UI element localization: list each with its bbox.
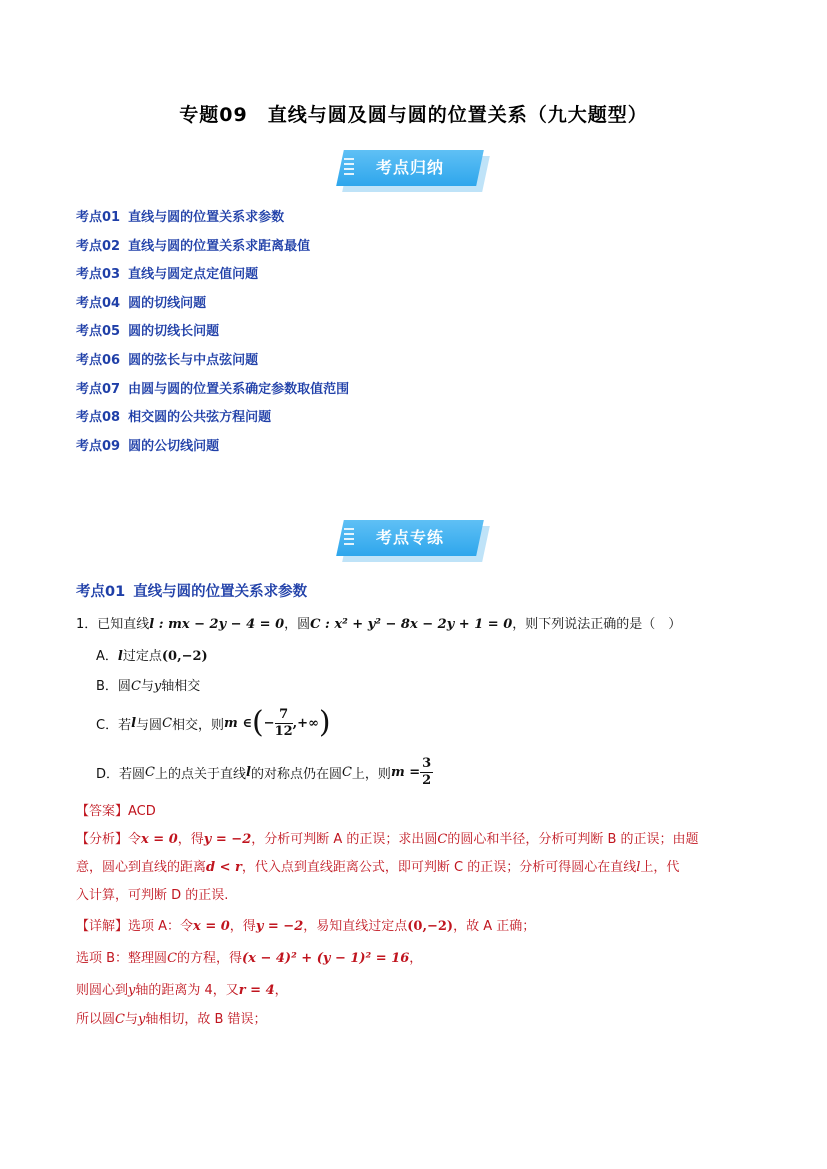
topic-text: 直线与圆的位置关系求参数 [128,210,285,225]
page-title: 专题09 直线与圆及圆与圆的位置关系（九大题型） [179,104,648,126]
fraction-numerator: 7 [275,707,293,724]
detail-text: 与 [124,1012,138,1027]
option-c [96,703,331,743]
topic-code: 考点03 [76,267,121,283]
topic-item [76,294,349,323]
banner-kaodian-guina [340,150,488,194]
math-var: C [167,951,178,966]
detail-text: 选项 B：整理圆 [76,951,168,966]
answer-label: 【答案】 [76,804,129,819]
stem-text: 已知直线 [97,617,150,632]
detail-label: 【详解】 [76,919,129,934]
fraction [420,756,433,789]
detail-line-1 [76,915,535,934]
section-code: 考点01 [76,584,126,600]
detail-text: ，得 [229,919,256,934]
topic-text: 圆的公切线问题 [128,438,220,454]
topic-code: 考点09 [76,438,121,454]
topic-text: 直线与圆的位置关系求距离最值 [128,238,311,254]
banner-label: 考点专练 [375,528,444,547]
banner-kaodian-zhuanlian [340,520,488,564]
math-expr: (x − 4)² + (y − 1)² = 16 [242,951,410,966]
section-text: 直线与圆的位置关系求参数 [133,584,308,600]
left-paren: ( [251,705,264,740]
topic-code: 考点02 [76,238,121,254]
topic-text: 由圆与圆的位置关系确定参数取值范围 [128,381,350,397]
topic-code: 考点08 [76,410,121,426]
math-var: C [115,1012,125,1027]
math-var: C [437,832,448,847]
analysis-label: 【分析】 [76,832,129,847]
detail-text: ， [409,951,423,966]
circle-equation: C : x² + y² − 8x − 2y + 1 = 0 [310,617,513,632]
analysis-text: ，分析可判断 A 的正误；求出圆 [251,832,438,847]
detail-line-3 [76,979,288,998]
topic-text: 圆的切线问题 [128,295,207,311]
option-text: 若 [118,717,132,733]
option-text: 上的点关于直线 [154,766,246,782]
analysis-text: 令 [128,832,142,847]
detail-text: ，易知直线过定点 [303,919,408,934]
math-expr: x = 0 [193,919,230,934]
option-text: 若圆 [119,766,146,782]
math-expr: x = 0 [141,832,178,847]
topic-text: 圆的切线长问题 [128,324,220,340]
analysis-text: 入计算，可判断 D 的正误. [76,888,229,903]
detail-text: 轴相切，故 B 错误； [145,1012,267,1027]
math-expr: m ∈ [224,715,252,731]
right-paren: ) [318,705,331,740]
math-var: C [341,764,352,780]
stem-text: ，圆 [284,617,311,632]
math-var: l [131,715,137,731]
option-d [96,752,433,792]
topic-item [76,208,349,237]
fraction [275,707,293,740]
option-label: B． [96,679,118,694]
detail-text: 选项 A：令 [128,919,194,934]
topic-text: 相交圆的公共弦方程问题 [128,410,272,426]
math-var: l [246,764,251,780]
banner-label: 考点归纳 [375,158,444,177]
question-number: 1． [76,617,98,632]
math-var: C [130,679,141,694]
detail-text: 的方程，得 [177,951,243,966]
option-text: 圆 [117,679,131,694]
topic-text: 圆的弦长与中点弦问题 [128,352,259,368]
math-var: y [153,679,162,694]
option-text: 的对称点仍在圆 [250,766,342,782]
topic-text: 直线与圆定点定值问题 [128,267,259,283]
math-sign: − [263,715,275,731]
option-label: C． [96,717,119,733]
detail-line-2 [76,947,422,966]
math-point: (0,−2) [407,919,454,934]
math-point: (0,−2) [161,649,208,664]
option-text: 与圆 [136,717,163,733]
detail-text: 轴的距离为 4，又 [135,983,239,998]
topic-code: 考点05 [76,324,121,340]
topic-item [76,265,349,294]
analysis-text: ，代入点到直线距离公式，即可判断 C 的正误；分析可得圆心在直线 [241,860,637,875]
analysis-line-2 [76,856,679,875]
topic-item [76,380,349,409]
detail-text: ，故 A 正确； [453,919,536,934]
topic-code: 考点07 [76,381,121,397]
analysis-text: ，得 [177,832,204,847]
analysis-line-1 [76,828,699,847]
math-expr: m = [390,764,421,780]
topic-code: 考点01 [76,210,121,225]
topic-item [76,237,349,266]
answer-value: ACD [128,804,156,819]
math-expr: r = 4 [238,983,275,998]
option-text: 相交，则 [172,717,225,733]
math-expr: y = −2 [255,919,304,934]
math-expr: y = −2 [203,832,252,847]
option-label: A． [96,649,118,664]
analysis-line-3 [76,884,228,903]
fraction-denominator: 2 [422,772,432,788]
math-var: y [128,983,136,998]
math-var: y [137,1012,146,1027]
topic-code: 考点04 [76,295,121,311]
question-stem [76,613,681,632]
option-a [96,645,208,664]
fraction-numerator: 3 [422,755,432,771]
option-label: D． [96,766,120,782]
answer-line [76,800,156,819]
topic-list [76,208,349,465]
math-var: l [636,860,641,875]
detail-text: 所以圆 [76,1012,116,1027]
topic-item [76,351,349,380]
topic-item [76,437,349,466]
option-text: 与 [140,679,154,694]
detail-text: ， [274,983,288,998]
line-equation: l : mx − 2y − 4 = 0 [149,617,285,632]
section-heading [76,580,307,601]
math-var: l [117,649,123,664]
detail-line-4 [76,1008,267,1027]
math-var: C [162,715,173,731]
option-text: 轴相交 [161,679,201,694]
fraction-denominator: 12 [274,723,293,739]
math-expr: ,+∞ [292,715,319,731]
topic-item [76,408,349,437]
analysis-text: 上，代 [640,860,680,875]
option-text: 过定点 [122,649,162,664]
analysis-text: 意，圆心到直线的距离 [76,860,207,875]
option-text: 上，则 [351,766,391,782]
stem-text: ，则下列说法正确的是（ ） [512,617,682,632]
analysis-text: 的圆心和半径，分析可判断 B 的正误；由题 [447,832,699,847]
detail-text: 则圆心到 [76,983,129,998]
math-var: C [145,764,155,780]
option-b [96,675,200,694]
math-expr: d < r [206,860,242,875]
topic-item [76,322,349,351]
topic-code: 考点06 [76,352,121,368]
